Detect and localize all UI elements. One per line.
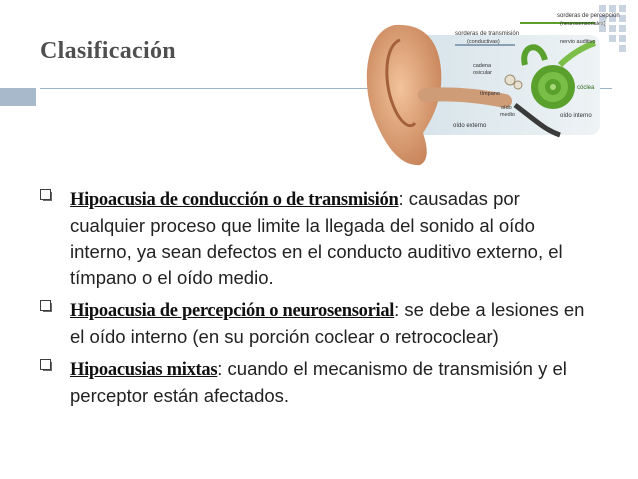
label-oido-externo: oído externo	[453, 123, 487, 129]
slide-title: Clasificación	[40, 38, 176, 64]
label-oido-interno: oído interno	[560, 113, 592, 119]
label-timpano: tímpano	[480, 91, 500, 97]
label-sorderas-transmision: sorderas de transmisión	[455, 31, 520, 37]
label-oido-medio-1: oído	[501, 105, 512, 111]
bullet-term: Hipoacusia de percepción o neurosensorial	[70, 301, 395, 321]
bullet-term: Hipoacusia de conducción o de transmisión	[70, 190, 399, 210]
bullet-text: : causadas por cualquier proceso que limite la llegada del sonido al oído interno, ya sean defectos en el conducto auditivo externo, el tímpano o el oído medio.	[70, 188, 563, 288]
label-oido-medio-2: medio	[500, 112, 515, 118]
label-coclea: cóclea	[577, 85, 595, 91]
square-bullet-icon	[40, 300, 54, 314]
accent-block	[0, 88, 36, 106]
label-neurosensoriales: (neurosensoriales)	[560, 21, 606, 27]
list-item	[40, 297, 600, 350]
label-sorderas-percepcion: sorderas de percepción	[557, 13, 620, 19]
bullet-term: Hipoacusias mixtas	[70, 360, 218, 380]
bullet-text: : se debe a lesiones en el oído interno (en su porción coclear o retrococlear)	[70, 299, 585, 347]
label-cadena: cadena	[473, 63, 492, 69]
label-osicular: osicular	[473, 70, 492, 76]
square-bullet-icon	[40, 359, 54, 373]
label-nervio-auditivo: nervio auditivo	[560, 39, 596, 45]
bullet-list	[40, 186, 600, 415]
list-item	[40, 356, 600, 409]
list-item	[40, 186, 600, 291]
label-conductivas: (conductivas)	[467, 39, 500, 45]
square-bullet-icon	[40, 189, 54, 203]
bullet-text: : cuando el mecanismo de transmisión y el perceptor están afectados.	[70, 358, 567, 406]
ear-anatomy-illustration	[355, 5, 620, 170]
